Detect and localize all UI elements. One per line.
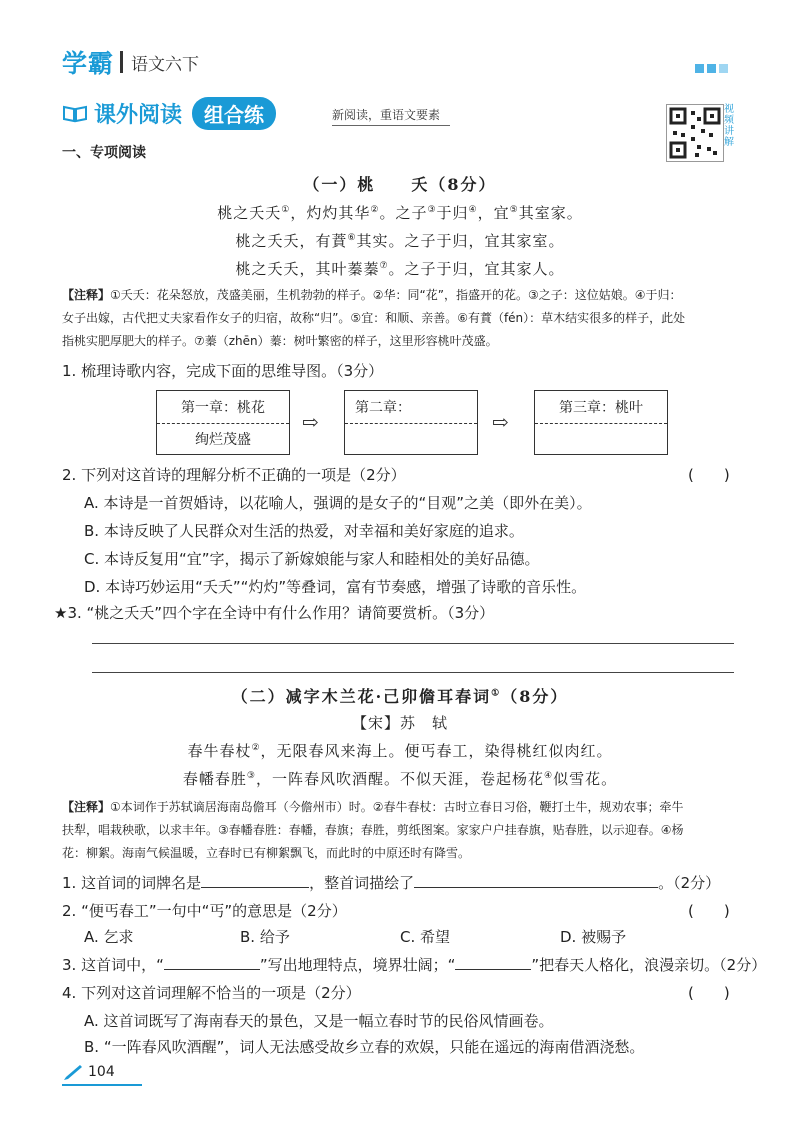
option-c: C. 本诗反复用“宜”字，揭示了新嫁娘能与家人和睦相处的美好品德。 xyxy=(84,550,540,568)
mindmap-box-2[interactable]: 第二章： xyxy=(344,390,478,455)
answer-line[interactable] xyxy=(92,672,734,673)
poem-line: 桃之夭夭①，灼灼其华②。之子③于归④，宜⑤其室家。 xyxy=(217,204,583,222)
fill-blank[interactable] xyxy=(164,969,260,970)
annotation-block: 【注释】①本词作于苏轼谪居海南岛儋耳（今儋州市）时。②春牛春杖：古时立春日习俗，鞭打土牛，规劝农事；牵牛 扶犁，唱栽秧歌，以求丰年。③春幡春胜：春幡，春旗；春胜，剪纸图案。家家户户挂春旗，贴春胜，以示迎春。④杨 花：柳絮。海南气候温暖，立春时已有柳絮飘飞，而此时的中原还时有降雪。 xyxy=(62,800,684,860)
section-main-title: 课外阅读 xyxy=(94,102,183,128)
annotation-block: 【注释】①夭夭：花朵怒放，茂盛美丽，生机勃勃的样子。②华：同“花”，指盛开的花。③之子：这位姑娘。④于归： 女子出嫁，古代把丈夫家看作女子的归宿，故称“归”。⑤宜：和顺、亲善。⑥有蕡（fén）：草木结实很多的样子，此处 指桃实肥厚肥大的样子。⑦蓁（zhēn）蓁：树叶繁密的样子，这里形容桃叶茂盛。 xyxy=(62,288,686,348)
question-2: 2. “便丐春工”一句中“丐”的意思是（2分） xyxy=(62,902,347,920)
page-number: 104 xyxy=(88,1064,115,1080)
arrow-right-icon: ⇨ xyxy=(302,410,319,434)
answer-bracket[interactable]: ( ) xyxy=(688,466,730,484)
poem-title: （二）减字木兰花·己卯儋耳春词①（8分） xyxy=(231,687,569,706)
book-icon xyxy=(62,103,88,123)
pencil-icon xyxy=(62,1064,84,1082)
mindmap-box-1: 第一章：桃花 绚烂茂盛 xyxy=(156,390,290,455)
fill-blank[interactable] xyxy=(455,969,531,970)
divider xyxy=(120,51,123,73)
mindmap-box-3[interactable]: 第三章：桃叶 xyxy=(534,390,668,455)
fill-blank[interactable] xyxy=(414,887,658,888)
option-a: A. 本诗是一首贺婚诗，以花喻人，强调的是女子的“目观”之美（即外在美）。 xyxy=(84,494,592,512)
poem-title: （一）桃 夭（8分） xyxy=(303,175,497,194)
section-title xyxy=(62,96,276,130)
brand-logo: 学霸 xyxy=(62,49,115,78)
question-4: 4. 下列对这首词理解不恰当的一项是（2分） xyxy=(62,984,361,1002)
option-b: B. 给予 xyxy=(240,928,290,946)
option-a: A. 乞求 xyxy=(84,928,134,946)
qr-label: 视频讲解 xyxy=(724,104,734,148)
option-c: C. 希望 xyxy=(400,928,451,946)
poem-line: 桃之夭夭，其叶蓁蓁⑦。之子于归，宜其家人。 xyxy=(235,260,565,278)
answer-line[interactable] xyxy=(92,643,734,644)
poem-line: 桃之夭夭，有蕡⑥其实。之子于归，宜其家室。 xyxy=(235,232,565,250)
question-2: 2. 下列对这首诗的理解分析不正确的一项是（2分） xyxy=(62,466,406,484)
part-heading: 一、专项阅读 xyxy=(62,145,146,161)
option-d: D. 本诗巧妙运用“夭夭”“灼灼”等叠词，富有节奏感，增强了诗歌的音乐性。 xyxy=(84,578,587,596)
question-1: 1. 梳理诗歌内容，完成下面的思维导图。（3分） xyxy=(62,362,384,380)
question-3: ★3. “桃之夭夭”四个字在全诗中有什么作用？请简要赏析。（3分） xyxy=(54,604,495,622)
fill-blank[interactable] xyxy=(201,887,309,888)
option-d: D. 被赐予 xyxy=(560,928,627,946)
poem-line: 春牛春杖②，无限春风来海上。便丐春工，染得桃红似肉红。 xyxy=(187,742,613,760)
answer-bracket[interactable]: ( ) xyxy=(688,984,730,1002)
subject-label: 语文六下 xyxy=(131,54,200,75)
footer-divider xyxy=(62,1084,142,1086)
decorative-squares xyxy=(695,64,728,73)
qr-code-icon[interactable] xyxy=(666,104,724,162)
section-badge: 组合练 xyxy=(192,97,276,130)
brand-header xyxy=(62,44,199,80)
option-b: B. “一阵春风吹酒醒”，词人无法感受故乡立春的欢娱，只能在遥远的海南借酒浇愁。 xyxy=(84,1038,645,1056)
answer-bracket[interactable]: ( ) xyxy=(688,902,730,920)
section-tagline: 新阅读，重语文要素 xyxy=(332,106,450,126)
question-3: 3. 这首词中，“ ”写出地理特点，境界壮阔；“ ”把春天人格化，浪漫亲切。（2分） xyxy=(62,956,767,974)
option-b: B. 本诗反映了人民群众对生活的热爱，对幸福和美好家庭的追求。 xyxy=(84,522,524,540)
option-a: A. 这首词既写了海南春天的景色，又是一幅立春时节的民俗风情画卷。 xyxy=(84,1012,554,1030)
arrow-right-icon: ⇨ xyxy=(492,410,509,434)
poem-line: 春幡春胜③，一阵春风吹酒醒。不似天涯，卷起杨花④似雪花。 xyxy=(182,770,618,788)
question-1: 1. 这首词的词牌名是 ，整首词描绘了 。（2分） xyxy=(62,874,721,892)
poem-author: 【宋】苏 轼 xyxy=(351,714,448,732)
